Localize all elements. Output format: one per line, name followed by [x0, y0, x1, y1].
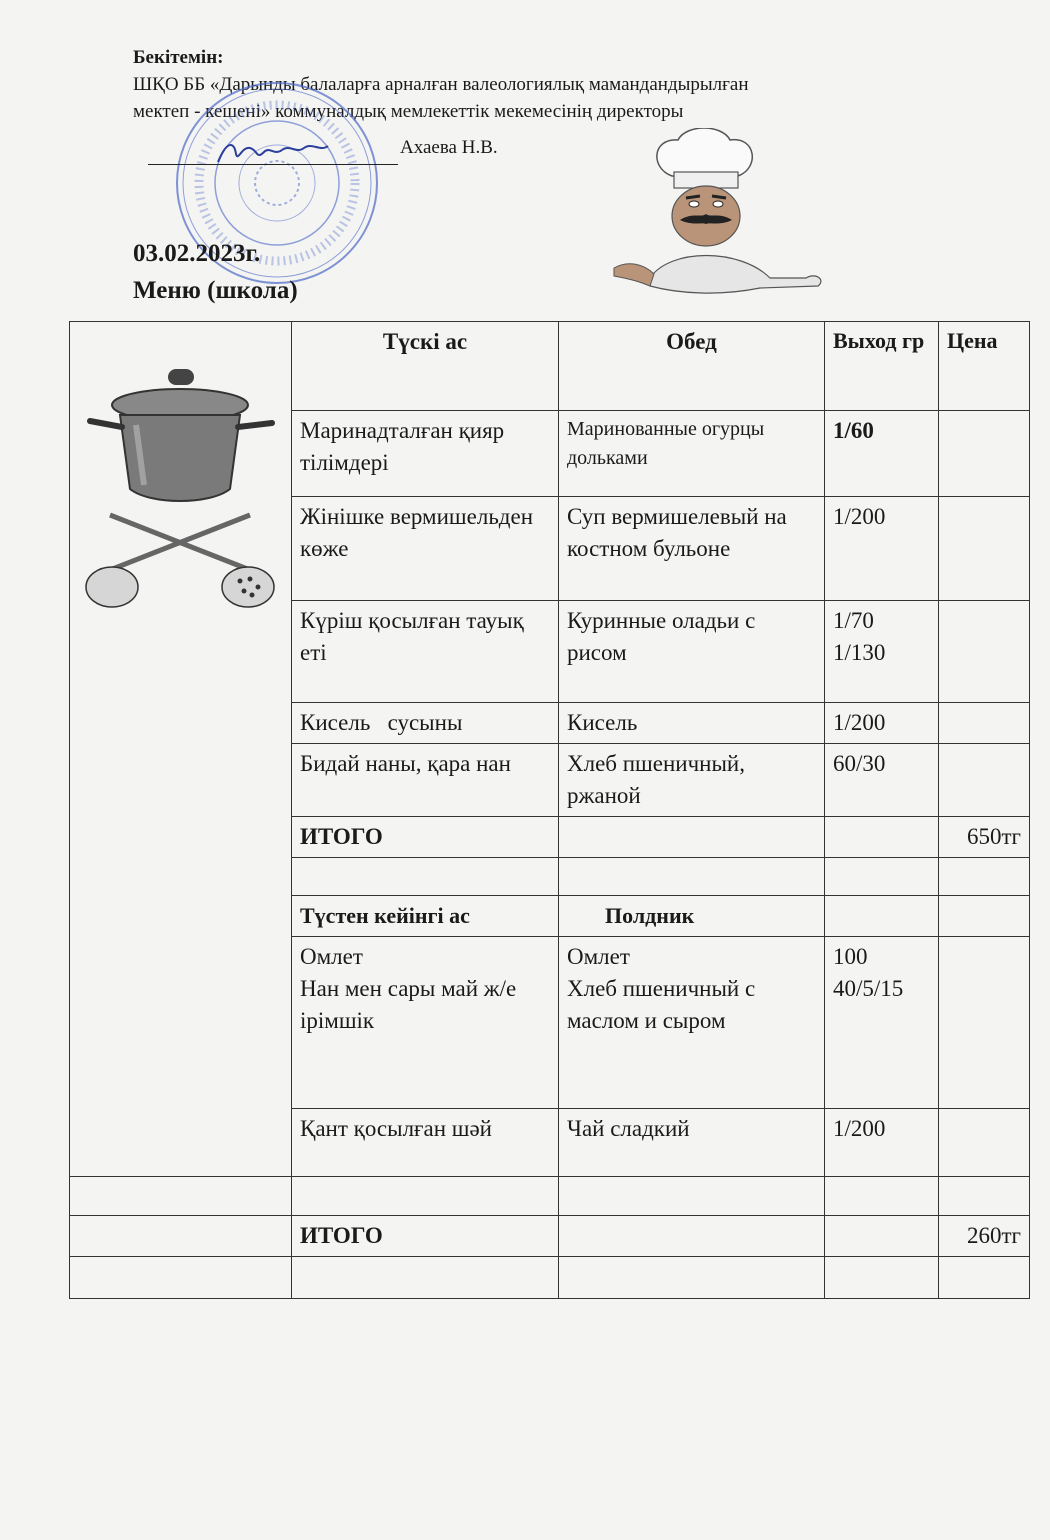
dish-price — [939, 937, 1030, 1109]
dish-yield: 1/60 — [825, 411, 939, 497]
dish-price — [939, 1109, 1030, 1177]
snack-total-label: ИТОГО — [292, 1216, 559, 1257]
dish-yield: 1/70 1/130 — [825, 601, 939, 703]
dish-kz: Қант қосылған шәй — [292, 1109, 559, 1177]
header-yield: Выход гр — [825, 322, 939, 411]
empty-cell — [70, 1257, 292, 1299]
empty-row — [70, 1257, 1030, 1299]
header-price: Цена — [939, 322, 1030, 411]
dish-price — [939, 703, 1030, 744]
dish-price — [939, 744, 1030, 817]
organization-line-2: мектеп - кешені» коммуналдық мемлекеттік мекемесінің директоры — [133, 101, 684, 122]
dish-ru: Чай сладкий — [559, 1109, 825, 1177]
dish-ru: Кисель — [559, 703, 825, 744]
lunch-total-label: ИТОГО — [292, 817, 559, 858]
header-kz: Түскі ас — [292, 322, 559, 411]
empty-cell — [559, 817, 825, 858]
dish-ru: Маринованные огурцы дольками — [559, 411, 825, 497]
empty-cell — [825, 858, 939, 896]
empty-cell — [292, 858, 559, 896]
empty-row — [70, 1177, 1030, 1216]
dish-price — [939, 601, 1030, 703]
menu-title: Меню (школа) — [133, 277, 298, 304]
empty-cell — [559, 858, 825, 896]
dish-kz: Маринадталған қияр тілімдері — [292, 411, 559, 497]
approve-label: Бекітемін: — [133, 47, 224, 68]
snack-total-row — [70, 1216, 1030, 1257]
dish-yield: 1/200 — [825, 1109, 939, 1177]
dish-price — [939, 497, 1030, 601]
empty-cell — [559, 1177, 825, 1216]
signatory-name: Ахаева Н.В. — [400, 137, 498, 158]
cooking-pot-illustration-icon — [80, 365, 280, 625]
dish-kz: Омлет Нан мен сары май ж/е ірімшік — [292, 937, 559, 1109]
empty-cell — [825, 1257, 939, 1299]
dish-ru: Омлет Хлеб пшеничный с маслом и сыром — [559, 937, 825, 1109]
snack-total-price: 260тг — [939, 1216, 1030, 1257]
signature-line — [148, 164, 398, 165]
snack-header-ru: Полдник — [559, 896, 825, 937]
empty-cell — [825, 1177, 939, 1216]
signature-icon — [212, 132, 332, 172]
empty-cell — [70, 1216, 292, 1257]
empty-cell — [939, 858, 1030, 896]
dish-ru: Суп вермишелевый на костном бульоне — [559, 497, 825, 601]
empty-cell — [825, 896, 939, 937]
dish-yield: 1/200 — [825, 497, 939, 601]
dish-price — [939, 411, 1030, 497]
empty-cell — [939, 896, 1030, 937]
snack-header-kz: Түстен кейінгі ас — [292, 896, 559, 937]
dish-yield: 100 40/5/15 — [825, 937, 939, 1109]
chef-illustration-icon — [610, 128, 832, 298]
empty-cell — [292, 1257, 559, 1299]
lunch-total-price: 650тг — [939, 817, 1030, 858]
empty-cell — [825, 1216, 939, 1257]
organization-line-1: ШҚО ББ «Дарынды балаларға арналған валеологиялық мамандандырылған — [133, 74, 749, 95]
empty-cell — [559, 1216, 825, 1257]
empty-cell — [70, 1177, 292, 1216]
empty-cell — [939, 1257, 1030, 1299]
empty-cell — [559, 1257, 825, 1299]
dish-ru: Куринные оладьи с рисом — [559, 601, 825, 703]
dish-kz: Күріш қосылған тауық еті — [292, 601, 559, 703]
dish-ru: Хлеб пшеничный, ржаной — [559, 744, 825, 817]
dish-yield: 60/30 — [825, 744, 939, 817]
menu-date: 03.02.2023г. — [133, 240, 261, 267]
empty-cell — [825, 817, 939, 858]
dish-kz: Жінішке вермишельден көже — [292, 497, 559, 601]
dish-yield: 1/200 — [825, 703, 939, 744]
header-ru: Обед — [559, 322, 825, 411]
empty-cell — [292, 1177, 559, 1216]
dish-kz: Кисель сусыны — [292, 703, 559, 744]
dish-kz: Бидай наны, қара нан — [292, 744, 559, 817]
empty-cell — [939, 1177, 1030, 1216]
